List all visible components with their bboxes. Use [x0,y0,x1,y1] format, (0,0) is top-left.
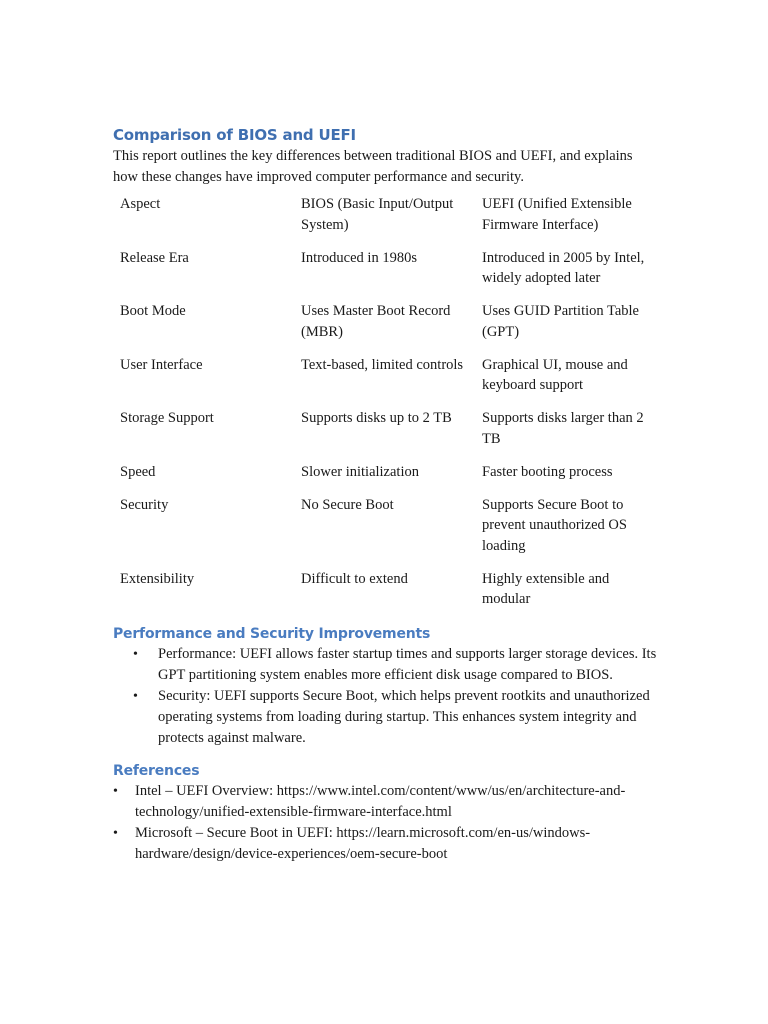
reference-text: Microsoft – Secure Boot in UEFI: https://learn.microsoft.com/en-us/windows-hardware/design/device-experiences/oem-secure-boot [135,825,591,862]
list-item [113,781,658,823]
table-cell-bios: Supports disks up to 2 TB [301,410,452,426]
table-cell-uefi: Supports disks larger than 2 TB [482,410,644,447]
table-row [113,351,658,405]
table-cell-bios: No Secure Boot [301,496,394,513]
references-list [113,781,658,865]
table-cell-uefi: Uses GUID Partition Table (GPT) [482,303,639,340]
table-row [113,297,658,351]
document-page [113,124,658,865]
table-cell-uefi: Faster booting process [482,463,613,480]
list-item [113,686,658,749]
table-cell-uefi: Supports Secure Boot to prevent unauthorized OS loading [482,496,627,554]
table-cell-bios: BIOS (Basic Input/Output System) [301,196,454,233]
table-cell-aspect: Security [120,496,169,513]
intro-paragraph: This report outlines the key differences between traditional BIOS and UEFI, and explains how these changes have improved computer performance and security. [113,148,633,185]
reference-text: Intel – UEFI Overview: https://www.intel.com/content/www/us/en/architecture-and-technology/unified-extensible-firmware-interface.html [135,783,626,820]
table-cell-uefi: UEFI (Unified Extensible Firmware Interface) [482,196,632,233]
improvements-heading: Performance and Security Improvements [113,626,431,642]
bullet-icon: • [133,689,138,704]
table-cell-aspect: Storage Support [120,410,214,426]
bullet-icon: • [113,784,118,799]
table-cell-uefi: Graphical UI, mouse and keyboard support [482,356,628,393]
table-row [113,244,658,298]
table-cell-aspect: Aspect [120,196,161,212]
table-cell-aspect: User Interface [120,356,203,373]
table-cell-aspect: Release Era [120,249,189,266]
table-row [113,404,658,458]
table-row [113,190,658,244]
table-row [113,491,658,565]
bullet-icon: • [133,647,138,662]
table-cell-aspect: Extensibility [120,570,195,587]
list-item [113,644,658,686]
table-cell-aspect: Boot Mode [120,303,186,319]
improvements-list [113,644,658,749]
list-item-text: Security: UEFI supports Secure Boot, which helps prevent rootkits and unauthorized operating systems from loading during startup. This enhances system integrity and protects against malware. [158,688,650,746]
table-cell-uefi: Highly extensible and modular [482,570,610,607]
comparison-table [113,190,658,618]
page-title: Comparison of BIOS and UEFI [113,126,356,144]
bullet-icon: • [113,826,118,841]
table-cell-aspect: Speed [120,463,156,480]
list-item [113,823,658,865]
table-row [113,565,658,619]
list-item-text: Performance: UEFI allows faster startup times and supports larger storage devices. Its GPT partitioning system enables more efficient disk usage compared to BIOS. [158,646,657,683]
table-cell-bios: Introduced in 1980s [301,249,417,266]
table-cell-uefi: Introduced in 2005 by Intel, widely adopted later [482,249,645,286]
table-cell-bios: Difficult to extend [301,570,408,587]
references-heading: References [113,763,200,779]
table-cell-bios: Uses Master Boot Record (MBR) [301,303,451,340]
table-row [113,458,658,491]
table-cell-bios: Text-based, limited controls [301,356,464,373]
table-cell-bios: Slower initialization [301,463,419,480]
